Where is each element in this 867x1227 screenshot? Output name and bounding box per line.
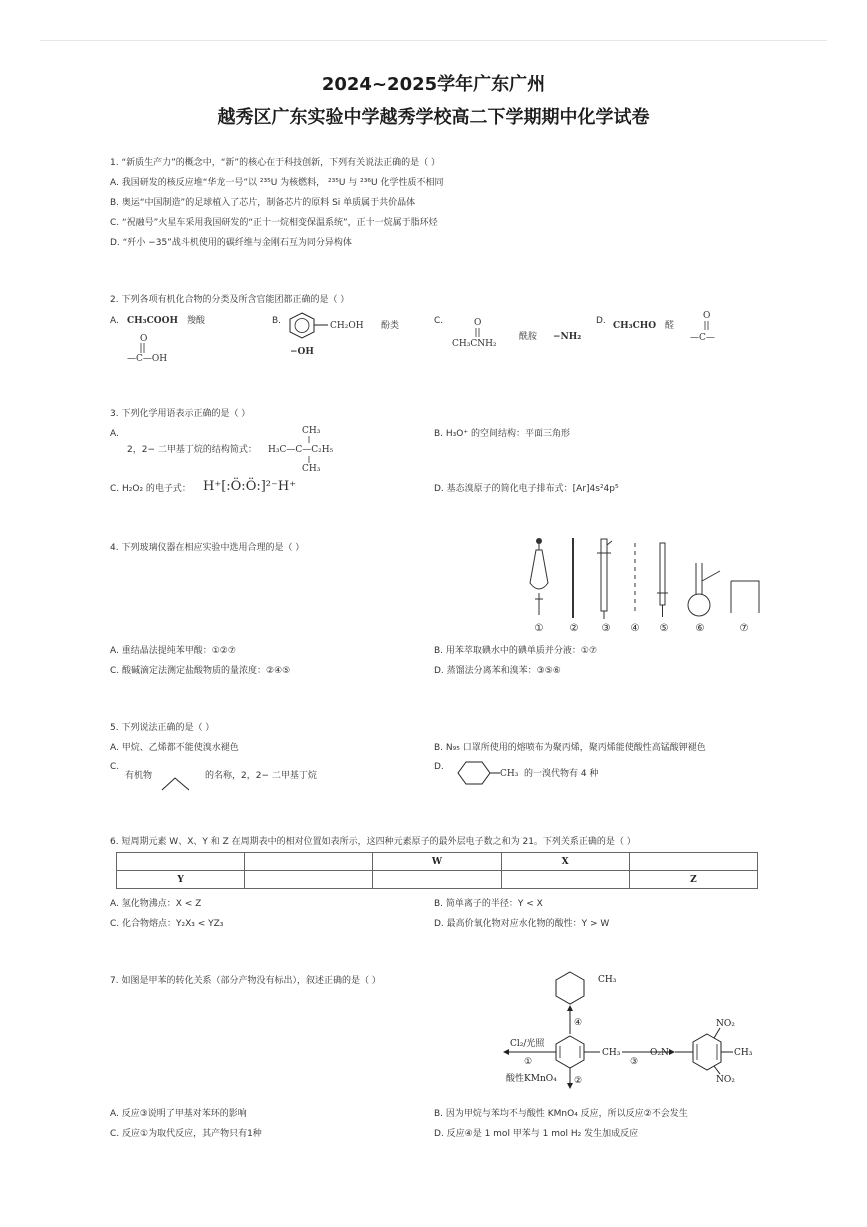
label-4: ④ (630, 623, 640, 634)
q3-option-a-letter: A. (110, 429, 119, 439)
q2-stem: 2. 下列各项有机化合物的分类及所含官能团都正确的是（ ） (110, 295, 350, 305)
q7-option-a: A. 反应③说明了甲基对苯环的影响 (110, 1109, 247, 1119)
q2-option-a-carbonyl-o: O (140, 334, 148, 344)
q3-option-a-bottom: CH₃ (302, 464, 321, 474)
q2-option-c-carbonyl-o: O (474, 318, 482, 328)
thermometer-icon (657, 543, 668, 617)
q2-option-a-group: —C—OH (127, 354, 168, 364)
reaction-2-label: ② (574, 1076, 583, 1086)
q5-option-b: B. N₉₅ 口罩所使用的熔喷布为聚丙烯，聚丙烯能使酸性高锰酸钾褪色 (434, 743, 706, 753)
q4-glassware-figure (520, 533, 760, 633)
q6-option-d: D. 最高价氧化物对应水化物的酸性：Y > W (434, 919, 610, 929)
q2-option-a-class: 羧酸 (187, 316, 206, 326)
q1-option-d: D. “歼小 −35”战斗机使用的碳纤维与金刚石互为同分异构体 (110, 238, 352, 248)
q5-option-c-prefix: 有机物 (125, 771, 153, 781)
table-cell (245, 871, 373, 889)
q2-option-d-carbonyl-o: O (703, 311, 711, 321)
tnt-ch3: CH₃ (734, 1048, 753, 1058)
q6-option-a: A. 氢化物沸点：X < Z (110, 899, 202, 909)
q3-option-a-text: 2，2− 二甲基丁烷的结构简式： (127, 445, 257, 455)
table-cell: Z (629, 871, 757, 889)
chlorination-label: Cl₂/光照 (510, 1039, 545, 1049)
q3-stem: 3. 下列化学用语表示正确的是（ ） (110, 409, 251, 419)
table-cell: W (373, 853, 501, 871)
label-3: ③ (601, 623, 611, 634)
q2-option-c-letter: C. (434, 316, 444, 326)
q5-option-c-zigzag-skeleton (161, 775, 191, 791)
q2-option-a-double-bond (138, 343, 148, 355)
q2-option-c-group: −NH₂ (553, 332, 582, 342)
q5-option-c-suffix: 的名称，2，2− 二甲基丁烷 (205, 771, 317, 781)
q7-option-c: C. 反应①为取代反应，其产物只有1种 (110, 1129, 262, 1139)
reaction-1-label: ① (524, 1057, 533, 1067)
q5-option-d-suffix: 的一溴代物有 4 种 (524, 769, 599, 779)
q5-stem: 5. 下列说法正确的是（ ） (110, 723, 215, 733)
q2-option-d-group: —C— (690, 333, 715, 343)
q4-option-b: B. 用苯萃取碘水中的碘单质并分液：①⑦ (434, 646, 598, 656)
q4-option-a: A. 重结晶法提纯苯甲酸：①②⑦ (110, 646, 236, 656)
table-cell (373, 871, 501, 889)
q5-option-d-cyclohexane-ring (450, 760, 500, 786)
table-cell (629, 853, 757, 871)
q5-option-c-letter: C. (110, 762, 120, 772)
separatory-funnel-icon (530, 538, 548, 615)
label-1: ① (534, 623, 544, 634)
distilling-flask-icon (688, 563, 720, 616)
table-cell (117, 853, 245, 871)
table-cell (501, 871, 629, 889)
cyclohexane-ring-icon (556, 972, 584, 1004)
q1-stem: 1. “新质生产力”的概念中，“新”的核心在于科技创新，下列有关说法正确的是（ ） (110, 158, 440, 168)
tnt-o2n: O₂N (650, 1048, 669, 1058)
reaction-4-label: ④ (574, 1018, 583, 1028)
q3-option-a-mid: H₃C—C—C₂H₅ (268, 445, 334, 455)
q3-option-d: D. 基态溴原子的简化电子排布式：[Ar]4s²4p⁵ (434, 484, 619, 494)
q2-option-b-benzene-ring (288, 311, 328, 341)
q3-option-b: B. H₃O⁺ 的空间结构：平面三角形 (434, 429, 570, 439)
q7-option-d: D. 反应④是 1 mol 甲苯与 1 mol H₂ 发生加成反应 (434, 1129, 639, 1139)
oxidation-label: 酸性KMnO₄ (506, 1074, 557, 1084)
q5-option-d-letter: D. (434, 762, 444, 772)
label-2: ② (569, 623, 579, 634)
q3-option-c-electron-formula: H⁺[:Ö:Ö:]²⁻H⁺ (203, 479, 297, 494)
q2-option-c-double-bond (473, 328, 483, 338)
q1-option-b: B. 奥运“中国制造”的足球植入了芯片，制备芯片的原料 Si 单质属于共价晶体 (110, 198, 416, 208)
q2-option-b-substituent: CH₂OH (330, 321, 364, 331)
q4-option-d: D. 蒸馏法分离苯和溴苯：③⑤⑥ (434, 666, 561, 676)
q2-option-d-letter: D. (596, 316, 606, 326)
table-cell: X (501, 853, 629, 871)
q2-option-b-class: 酚类 (381, 321, 400, 331)
q1-option-c: C. “祝融号”火星车采用我国研发的“正十一烷相变保温系统”，正十一烷属于脂环烃 (110, 218, 438, 228)
acid-burette-icon (597, 539, 612, 619)
q3-option-c-text: C. H₂O₂ 的电子式： (110, 484, 191, 494)
label-7: ⑦ (739, 623, 749, 634)
q6-option-b: B. 简单离子的半径：Y < X (434, 899, 543, 909)
table-row (117, 853, 758, 871)
tnt-no2-bottom: NO₂ (716, 1075, 735, 1085)
table-cell (245, 853, 373, 871)
q2-option-d-double-bond (702, 321, 712, 331)
q2-option-c-formula: CH₃CNH₂ (452, 339, 497, 349)
q2-option-d-formula: CH₃CHO (613, 321, 657, 331)
q2-option-a-letter: A. (110, 316, 119, 326)
label-5: ⑤ (659, 623, 669, 634)
table-row (117, 871, 758, 889)
tnt-no2-top: NO₂ (716, 1019, 735, 1029)
q4-stem: 4. 下列玻璃仪器在相应实验中选用合理的是（ ） (110, 543, 305, 553)
right-ch3: CH₃ (602, 1048, 621, 1058)
q1-option-a: A. 我国研发的核反应堆“华龙一号”以 ²³⁵U 为核燃料， ²³⁵U 与 ²³⁶U 化学性质不相同 (110, 178, 444, 188)
header-rule (40, 40, 827, 41)
q5-option-d-substituent: CH₃ (500, 769, 519, 779)
q2-option-b-letter: B. (272, 316, 282, 326)
q7-toluene-reaction-diagram (500, 968, 760, 1093)
beaker-icon (731, 581, 759, 613)
paper-title-line2: 越秀区广东实验中学越秀学校高二下学期期中化学试卷 (217, 107, 650, 128)
periodic-table-fragment (116, 852, 758, 889)
paper-title-line1: 2024~2025学年广东广州 (321, 74, 546, 95)
q6-option-c: C. 化合物熔点：Y₂X₃ < YZ₃ (110, 919, 224, 929)
label-6: ⑥ (695, 623, 705, 634)
q2-option-c-class: 酰胺 (519, 332, 538, 342)
q3-option-a-top: CH₃ (302, 426, 321, 436)
table-cell: Y (117, 871, 245, 889)
q7-stem: 7. 如图是甲苯的转化关系（部分产物没有标出），叙述正确的是（ ） (110, 976, 381, 986)
q6-stem: 6. 短周期元素 W、X、Y 和 Z 在周期表中的相对位置如表所示，这四种元素原子的最外层电子数之和为 21。下列关系正确的是（ ） (110, 837, 636, 847)
top-ch3: CH₃ (598, 975, 617, 985)
reaction-3-label: ③ (630, 1057, 639, 1067)
q2-option-b-group: −OH (290, 347, 314, 357)
q7-option-b: B. 因为甲烷与苯均不与酸性 KMnO₄ 反应，所以反应②不会发生 (434, 1109, 688, 1119)
q3-option-a-vertical-bonds (307, 436, 311, 468)
q4-option-c: C. 酸碱滴定法测定盐酸物质的量浓度：②④⑤ (110, 666, 291, 676)
q2-option-a-formula: CH₃COOH (127, 316, 178, 326)
q2-option-d-class: 醛 (665, 321, 675, 331)
q5-option-a: A. 甲烷、乙烯都不能使溴水褪色 (110, 743, 239, 753)
